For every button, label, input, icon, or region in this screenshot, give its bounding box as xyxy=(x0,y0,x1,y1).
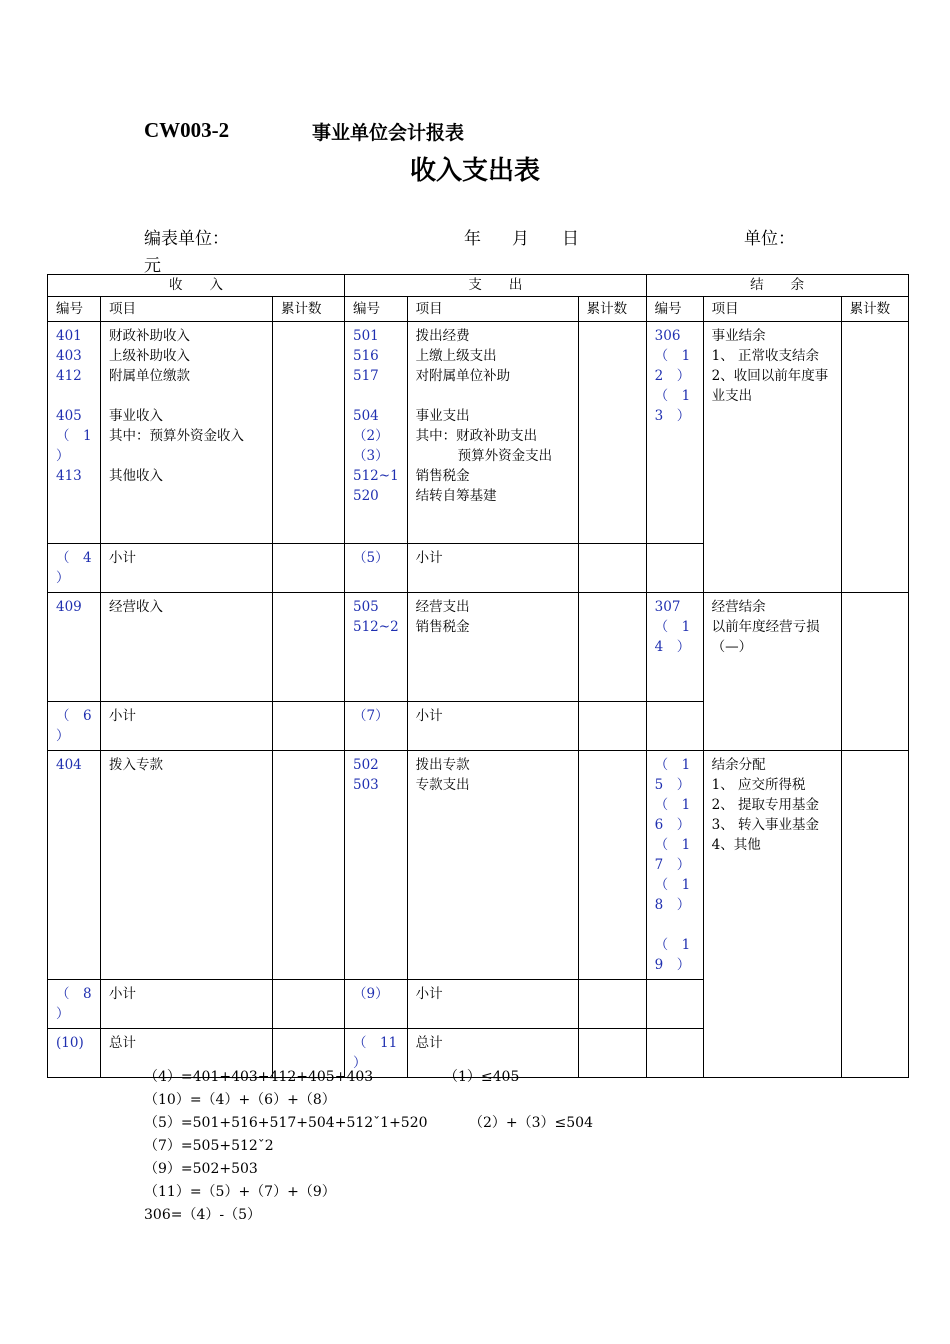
expense-subtotal-value xyxy=(578,544,646,593)
expense-total-1 xyxy=(578,322,646,544)
balance-total-3 xyxy=(841,751,908,1078)
note-line: （1）≤405 xyxy=(444,1069,520,1085)
code: 517 xyxy=(353,368,379,384)
income-codes-3 xyxy=(48,751,101,980)
compiling-unit-label: 编表单位： xyxy=(144,229,229,249)
col-header-total: 累计数 xyxy=(273,297,345,322)
income-total-2 xyxy=(273,593,345,702)
col-header-item: 项目 xyxy=(703,297,841,322)
balance-total-1 xyxy=(841,322,908,593)
balance-items-2 xyxy=(703,593,841,751)
report-subtitle: 事业单位会计报表 xyxy=(312,122,465,144)
item: 拨入专款 xyxy=(109,757,163,773)
income-subtotal-value xyxy=(273,980,345,1029)
expense-total-code: （ 11 ） xyxy=(345,1029,408,1078)
item: 结转自筹基建 xyxy=(415,488,497,504)
item: 1、 应交所得税 xyxy=(711,777,806,793)
note-line: （9）=502+503 xyxy=(144,1161,258,1177)
income-total-label: 总计 xyxy=(101,1029,273,1078)
code: （ 19 ） xyxy=(654,937,691,973)
income-codes-2 xyxy=(48,593,101,702)
expense-codes-3 xyxy=(345,751,408,980)
code: 520 xyxy=(353,488,379,504)
code: 412 xyxy=(56,368,82,384)
income-total-code: (10) xyxy=(48,1029,101,1078)
col-header-item: 项目 xyxy=(407,297,578,322)
expense-subtotal-value xyxy=(578,702,646,751)
code: 505 xyxy=(353,599,379,615)
item: 拨出经费 xyxy=(415,328,470,344)
item: 上缴上级支出 xyxy=(415,348,497,364)
code: 403 xyxy=(56,348,82,364)
code: 501 xyxy=(353,328,379,344)
section-expense: 支 出 xyxy=(345,275,647,297)
income-total-3 xyxy=(273,751,345,980)
report-title: 收入支出表 xyxy=(409,156,540,186)
item: 预算外资金支出 xyxy=(457,448,553,464)
currency-unit-label: 单位： xyxy=(744,229,795,249)
balance-items-1 xyxy=(703,322,841,593)
expense-subtotal-value xyxy=(578,980,646,1029)
item: 事业支出 xyxy=(415,408,470,424)
item: 上级补助收入 xyxy=(109,348,190,364)
balance-codes-2 xyxy=(646,593,703,702)
code: 512~2 xyxy=(353,619,399,635)
year-label: 年 xyxy=(464,229,481,249)
code: 404 xyxy=(56,757,82,773)
item: 事业结余 xyxy=(711,328,766,344)
col-header-no: 编号 xyxy=(48,297,101,322)
income-subtotal-code: （ 6 ） xyxy=(48,702,101,751)
expense-total-2 xyxy=(578,593,646,702)
item: 附属单位缴款 xyxy=(109,368,190,384)
expense-subtotal-label: 小计 xyxy=(407,980,578,1029)
code: （ 17 ） xyxy=(654,837,691,873)
expense-items-1 xyxy=(407,322,578,544)
code: 503 xyxy=(353,777,379,793)
col-header-no: 编号 xyxy=(646,297,703,322)
income-subtotal-value xyxy=(273,702,345,751)
code: （ 18 ） xyxy=(654,877,691,913)
balance-empty xyxy=(646,1029,703,1078)
income-subtotal-label: 小计 xyxy=(101,544,273,593)
day-label: 日 xyxy=(562,229,579,249)
section-header-row xyxy=(48,275,909,297)
balance-items-3 xyxy=(703,751,841,1078)
expense-items-2 xyxy=(407,593,578,702)
income-subtotal-label: 小计 xyxy=(101,980,273,1029)
income-subtotal-code: （ 4 ） xyxy=(48,544,101,593)
code: 516 xyxy=(353,348,379,364)
item: 经营支出 xyxy=(415,599,470,615)
code: （3） xyxy=(353,448,389,464)
code: （ 14 ） xyxy=(654,619,691,655)
code: 405 xyxy=(56,408,82,424)
item: 事业收入 xyxy=(109,408,163,424)
table-row xyxy=(48,751,909,980)
income-items-3 xyxy=(101,751,273,980)
expense-codes-2 xyxy=(345,593,408,702)
month-label: 月 xyxy=(512,229,529,249)
balance-empty xyxy=(646,544,703,593)
income-subtotal-code: （ 8 ） xyxy=(48,980,101,1029)
expense-subtotal-code: （5） xyxy=(345,544,408,593)
income-items-2 xyxy=(101,593,273,702)
expense-subtotal-code: （9） xyxy=(345,980,408,1029)
code: （ 13 ） xyxy=(654,388,691,424)
code: 512~1 xyxy=(353,468,399,484)
item: 销售税金 xyxy=(415,619,470,635)
table-row xyxy=(48,322,909,544)
expense-total-3 xyxy=(578,751,646,980)
expense-items-3 xyxy=(407,751,578,980)
note-line: 306=（4）-（5） xyxy=(144,1207,261,1223)
code: （ 15 ） xyxy=(654,757,691,793)
note-line: （10）=（4）+（6）+（8） xyxy=(144,1092,336,1108)
item: 拨出专款 xyxy=(415,757,470,773)
table-row xyxy=(48,593,909,702)
balance-empty xyxy=(646,980,703,1029)
note-line: （4）=401+403+412+405+403 xyxy=(144,1069,374,1085)
income-subtotal-label: 小计 xyxy=(101,702,273,751)
section-income: 收 入 xyxy=(48,275,345,297)
item: 以前年度经营亏损（—） xyxy=(711,619,820,655)
expense-subtotal-code: （7） xyxy=(345,702,408,751)
item: 1、 正常收支结余 xyxy=(711,348,820,364)
balance-codes-3 xyxy=(646,751,703,980)
expense-codes-1 xyxy=(345,322,408,544)
code: 401 xyxy=(56,328,82,344)
item: 2、 提取专用基金 xyxy=(711,797,820,813)
item: 结余分配 xyxy=(711,757,766,773)
code: 409 xyxy=(56,599,82,615)
item: 其中：预算外资金收入 xyxy=(109,428,244,444)
item: 财政补助收入 xyxy=(109,328,190,344)
income-expense-table xyxy=(47,274,909,1078)
note-line: （5）=501+516+517+504+512ˇ1+520 xyxy=(144,1115,428,1131)
item: 对附属单位补助 xyxy=(415,368,511,384)
col-header-total: 累计数 xyxy=(841,297,908,322)
col-header-total: 累计数 xyxy=(578,297,646,322)
code: 502 xyxy=(353,757,379,773)
item: 销售税金 xyxy=(415,468,470,484)
currency-unit-value: 元 xyxy=(144,256,161,276)
income-subtotal-value xyxy=(273,544,345,593)
item: 2、收回以前年度事业支出 xyxy=(711,368,829,404)
item: 3、 转入事业基金 xyxy=(711,817,820,833)
item: 经营结余 xyxy=(711,599,766,615)
col-header-item: 项目 xyxy=(101,297,273,322)
note-line: （7）=505+512ˇ2 xyxy=(144,1138,274,1154)
balance-empty xyxy=(646,702,703,751)
income-codes-1 xyxy=(48,322,106,544)
code: （ 12 ） xyxy=(654,348,691,384)
code: 413 xyxy=(56,468,82,484)
expense-total-value xyxy=(578,1029,646,1078)
note-line: （2）+（3）≤504 xyxy=(469,1115,593,1131)
report-code: CW003-2 xyxy=(144,118,230,142)
item: 专款支出 xyxy=(415,777,470,793)
code: （2） xyxy=(353,428,389,444)
code: 504 xyxy=(353,408,379,424)
code: 306 xyxy=(654,328,681,344)
item: 其他收入 xyxy=(109,468,163,484)
section-balance: 结 余 xyxy=(646,275,908,297)
code: （ 16 ） xyxy=(654,797,691,833)
code: 307 xyxy=(654,599,681,615)
note-line: （11）=（5）+（7）+（9） xyxy=(144,1184,336,1200)
balance-total-2 xyxy=(841,593,908,751)
item: 其中：财政补助支出 xyxy=(415,428,538,444)
expense-subtotal-label: 小计 xyxy=(407,544,578,593)
code: （ 1 ） xyxy=(56,428,106,464)
income-items-1 xyxy=(101,322,273,544)
item: 经营收入 xyxy=(109,599,163,615)
item: 4、其他 xyxy=(711,837,761,853)
column-header-row xyxy=(48,297,909,322)
balance-codes-1 xyxy=(646,322,703,544)
expense-total-label: 总计 xyxy=(407,1029,578,1078)
col-header-no: 编号 xyxy=(345,297,408,322)
expense-subtotal-label: 小计 xyxy=(407,702,578,751)
income-total-1 xyxy=(273,322,345,544)
